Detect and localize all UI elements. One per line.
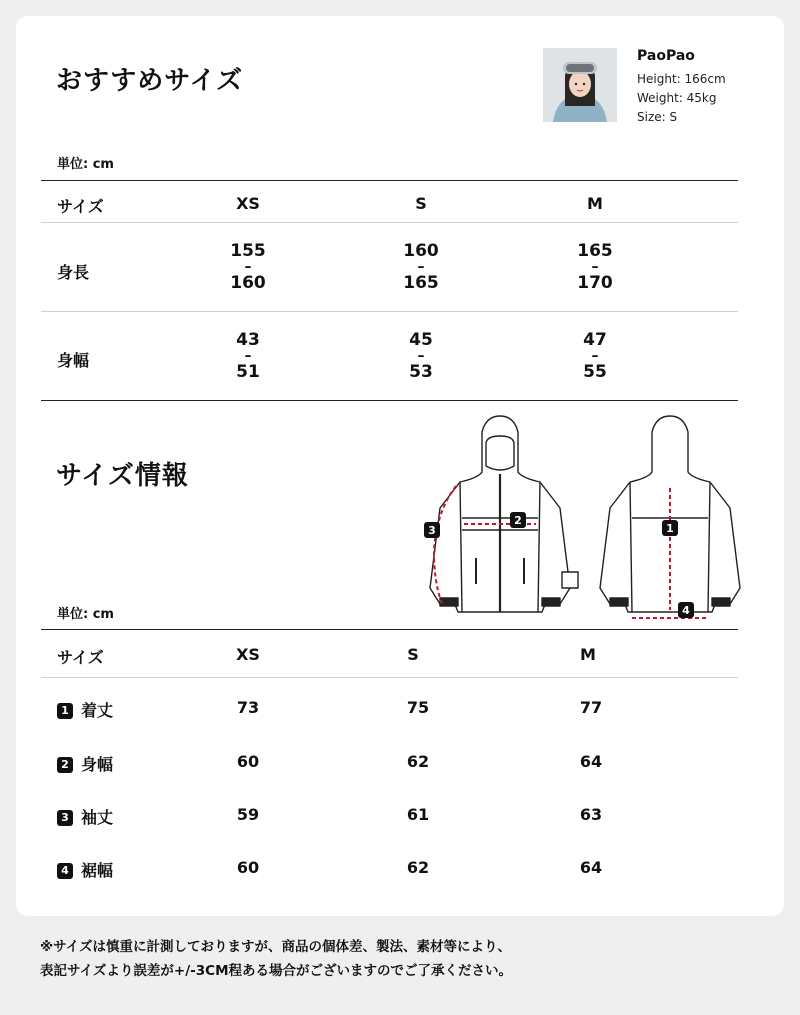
- footer-line-2: 表記サイズより誤差が+/-3CM程ある場合がございますのでご了承ください。: [40, 963, 512, 979]
- recommend-unit: 単位: cm: [57, 157, 114, 172]
- recommend-header-xs: XS: [236, 194, 260, 213]
- recommend-divider: [41, 222, 738, 223]
- recommend-divider-top: [41, 180, 738, 181]
- sizeinfo-cell: 73: [236, 698, 260, 717]
- sizeinfo-cell: 64: [579, 752, 603, 771]
- sizeinfo-row-label: 4 裾幅: [57, 858, 113, 881]
- number-badge: 2: [57, 757, 73, 773]
- model-photo: [543, 48, 617, 122]
- model-height: Height: 166cm: [637, 72, 726, 86]
- recommend-cell: 43 – 51: [236, 330, 260, 382]
- sizeinfo-divider: [41, 677, 738, 678]
- recommend-row-label: 身幅: [57, 351, 90, 370]
- footer-note: [40, 935, 760, 983]
- marker-1: 1: [666, 522, 674, 535]
- model-size: Size: S: [637, 110, 678, 124]
- sizeinfo-row-label: 3 袖丈: [57, 805, 113, 828]
- number-badge: 1: [57, 703, 73, 719]
- recommend-header-m: M: [587, 194, 603, 213]
- recommend-header-s: S: [415, 194, 427, 213]
- sizeinfo-cell: 77: [579, 698, 603, 717]
- recommend-cell: 165 – 170: [577, 241, 613, 293]
- recommend-header-size: サイズ: [57, 197, 104, 216]
- number-badge: 3: [57, 810, 73, 826]
- recommend-cell: 47 – 55: [583, 330, 607, 382]
- sizeinfo-unit: 単位: cm: [57, 607, 114, 622]
- sizeinfo-cell: 60: [236, 858, 260, 877]
- recommend-cell: 45 – 53: [409, 330, 433, 382]
- sizeinfo-cell: 62: [406, 858, 430, 877]
- model-name: PaoPao: [637, 48, 695, 64]
- sizeinfo-cell: 75: [406, 698, 430, 717]
- sizeinfo-header-xs: XS: [236, 645, 260, 664]
- recommend-divider-bottom: [41, 400, 738, 401]
- marker-2: 2: [514, 514, 522, 527]
- sizeinfo-header-size: サイズ: [57, 648, 104, 667]
- jacket-diagram: [400, 412, 750, 624]
- footer-line-1: ※サイズは慎重に計測しておりますが、商品の個体差、製法、素材等により、: [40, 939, 512, 955]
- recommend-title: おすすめサイズ: [56, 66, 244, 96]
- model-weight: Weight: 45kg: [637, 91, 717, 105]
- marker-4: 4: [682, 604, 690, 617]
- sizeinfo-cell: 64: [579, 858, 603, 877]
- sizeinfo-cell: 59: [236, 805, 260, 824]
- number-badge: 4: [57, 863, 73, 879]
- recommend-row-label: 身長: [57, 263, 90, 282]
- marker-3: 3: [428, 524, 436, 537]
- sizeinfo-cell: 62: [406, 752, 430, 771]
- measure-line-sleeve: [434, 486, 456, 604]
- recommend-cell: 160 – 165: [403, 241, 439, 293]
- sizeinfo-title: サイズ情報: [56, 461, 189, 491]
- sizeinfo-divider-top: [41, 629, 738, 630]
- sizeinfo-cell: 61: [406, 805, 430, 824]
- sizeinfo-header-m: M: [580, 645, 596, 664]
- sizeinfo-cell: 60: [236, 752, 260, 771]
- sizeinfo-cell: 63: [579, 805, 603, 824]
- recommend-divider: [41, 311, 738, 312]
- sizeinfo-row-label: 1 着丈: [57, 698, 113, 721]
- recommend-cell: 155 – 160: [230, 241, 266, 293]
- sizeinfo-row-label: 2 身幅: [57, 752, 113, 775]
- sizeinfo-header-s: S: [407, 645, 419, 664]
